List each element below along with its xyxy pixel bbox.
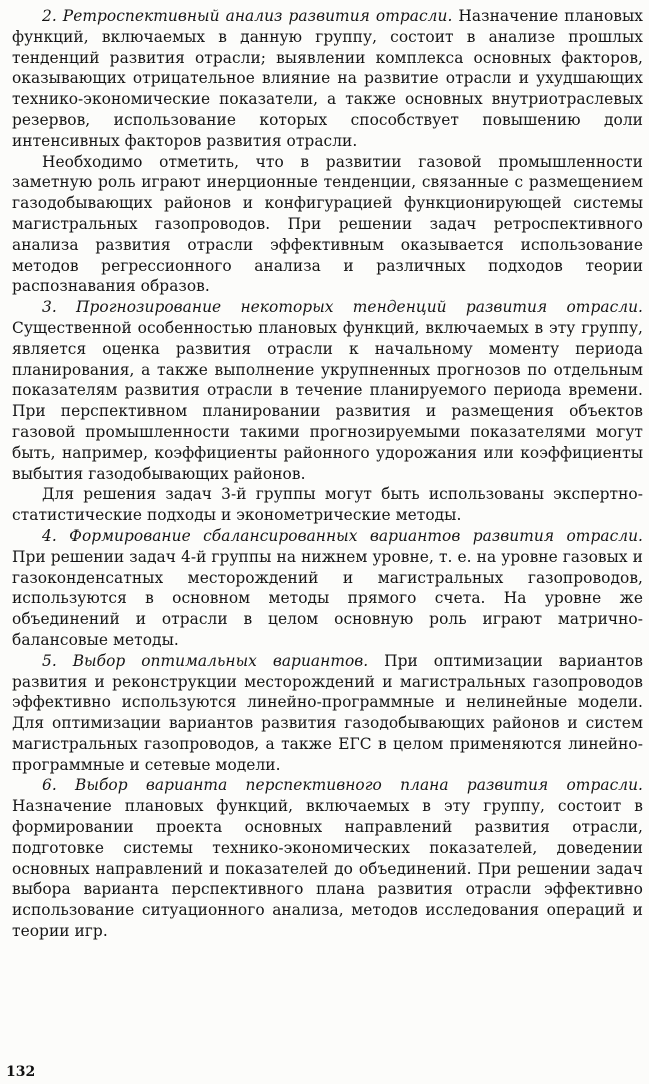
paragraph-retrospective-analysis [12,6,643,152]
paragraph-text: Назначение плановых функций, включаемых в данную группу, состоит в анализе прошлых тенденций развития отрасли; выявлении комплекса основных факторов, оказывающих отрицательное влияние на развитие отрасли и ухудшающих технико-экономические показатели, а также основных внутриотраслевых резервов, использование которых способствует повышению доли интенсивных факторов развития отрасли. [12,7,643,150]
paragraph-optimal-variants [12,651,643,776]
paragraph-forecasting [12,297,643,484]
paragraph-text: При решении задач 4-й группы на нижнем уровне, т. е. на уровне газовых и газоконденсатных месторождений и магистральных газопроводов, используются в основном методы прямого счета. На уровне же объединений и отрасли в целом основную роль играют матрично-балансовые методы. [12,547,643,649]
paragraph-plan-selection [12,775,643,941]
paragraph-inertial-trends [12,152,643,298]
paragraph-text: Необходимо отметить, что в развитии газовой промышленности заметную роль играют инерционные тенденции, связанные с размещением газодобывающих районов и конфигурацией функционирующей системы магистральных газопроводов. При решении задач ретроспективного анализа развития отрасли эффективным оказывается использование методов регрессионного анализа и различных подходов теории распознавания образов. [12,152,643,296]
paragraph-text: При оптимизации вариантов развития и реконструкции месторождений и магистральных газопроводов эффективно используются линейно-программные и нелинейные модели. Для оптимизации вариантов развития газодобывающих районов и систем магистральных газопроводов, а также ЕГС в целом применяются линейно-программные и сетевые модели. [12,651,643,774]
paragraph-balanced-variants [12,526,643,651]
paragraph-heading: 3. Прогнозирование некоторых тенденций развития отрасли. [42,298,643,317]
page-number: 132 [6,1064,36,1080]
paragraph-text: Существенной особенностью плановых функций, включаемых в эту группу, является оценка развития отрасли к начальному моменту периода планирования, а также выполнение укрупненных прогнозов по отдельным показателям развития отрасли в течение планируемого периода времени. При перспективном планировании развития и размещения объектов газовой промышленности такими прогнозируемыми показателями могут быть, например, коэффициенты районного удорожания или коэффициенты выбытия газодобывающих районов. [12,318,643,483]
paragraph-heading: 2. Ретроспективный анализ развития отрасли. [42,7,453,25]
paragraph-text: Назначение плановых функций, включаемых в эту группу, состоит в формировании проекта основных направлений развития отрасли, подготовке системы технико-экономических показателей, доведении основных направлений и показателей до объединений. При решении задач выбора варианта перспективного плана развития отрасли эффективно использование ситуационного анализа, методов исследования операций и теории игр. [12,797,643,941]
paragraph-group3-methods [12,484,643,526]
paragraph-heading: 4. Формирование сбалансированных вариантов развития отрасли. [42,526,643,545]
paragraph-heading: 6. Выбор варианта перспективного плана развития отрасли. [42,776,643,795]
paragraph-text: Для решения задач 3-й группы могут быть использованы экспертно-статистические подходы и эконометрические методы. [12,485,643,525]
paragraph-heading: 5. Выбор оптимальных вариантов. [42,651,369,670]
text-body [12,6,643,942]
